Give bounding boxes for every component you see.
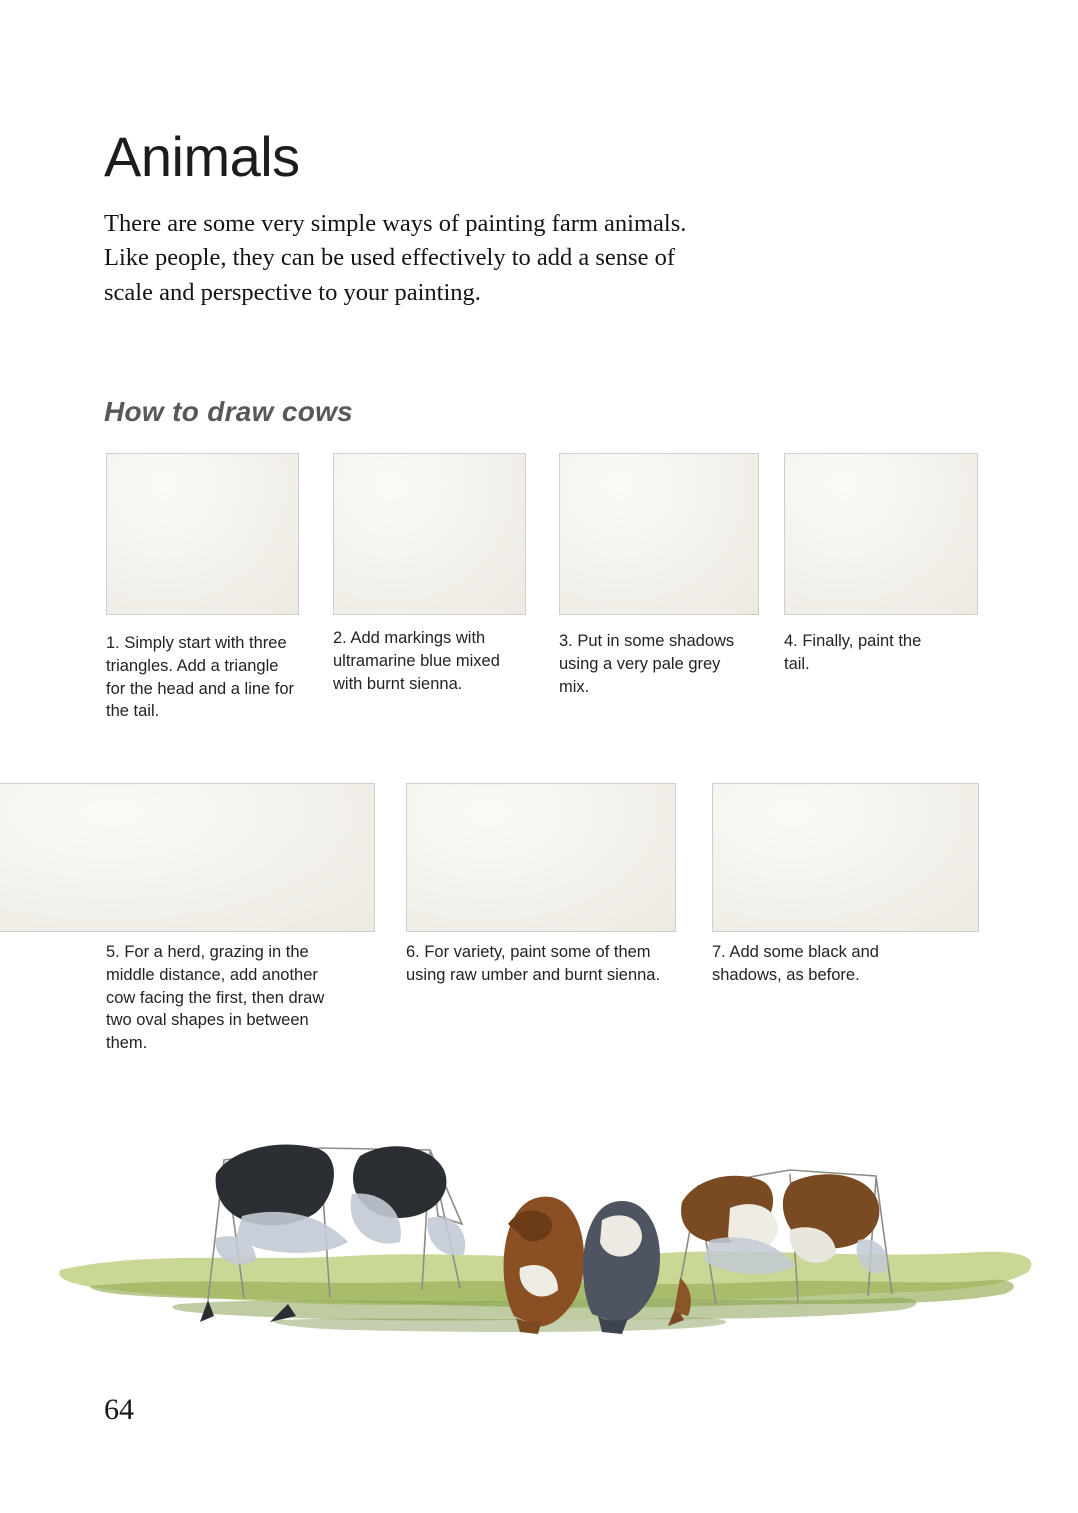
step-7-figure [712, 783, 979, 932]
page-title: Animals [104, 124, 300, 188]
step-2-figure [333, 453, 526, 615]
step-1-figure [106, 453, 299, 615]
step-2-caption: 2. Add markings with ultramarine blue mixed with burnt sienna. [333, 629, 500, 693]
step-3-caption: 3. Put in some shadows using a very pale grey mix. [559, 632, 735, 696]
step-1-caption: 1. Simply start with three triangles. Add a triangle for the head and a line for the tail. [106, 634, 295, 721]
intro-paragraph: There are some very simple ways of painting farm animals. Like people, they can be used effectively to add a sense of scale and perspective to your painting. [104, 209, 687, 307]
page-number: 64 [104, 1393, 134, 1426]
step-6-caption: 6. For variety, paint some of them using raw umber and burnt sienna. [406, 943, 661, 984]
step-6-figure [406, 783, 676, 932]
final-artwork [30, 1090, 1050, 1380]
step-4-caption: 4. Finally, paint the tail. [784, 632, 922, 673]
section-heading: How to draw cows [104, 396, 354, 428]
step-4-figure [784, 453, 978, 615]
step-5-caption: 5. For a herd, grazing in the middle distance, add another cow facing the first, then draw two oval shapes in between them. [106, 943, 325, 1053]
step-3-figure [559, 453, 759, 615]
step-5-figure [0, 783, 375, 932]
step-7-caption: 7. Add some black and shadows, as before. [712, 943, 879, 984]
